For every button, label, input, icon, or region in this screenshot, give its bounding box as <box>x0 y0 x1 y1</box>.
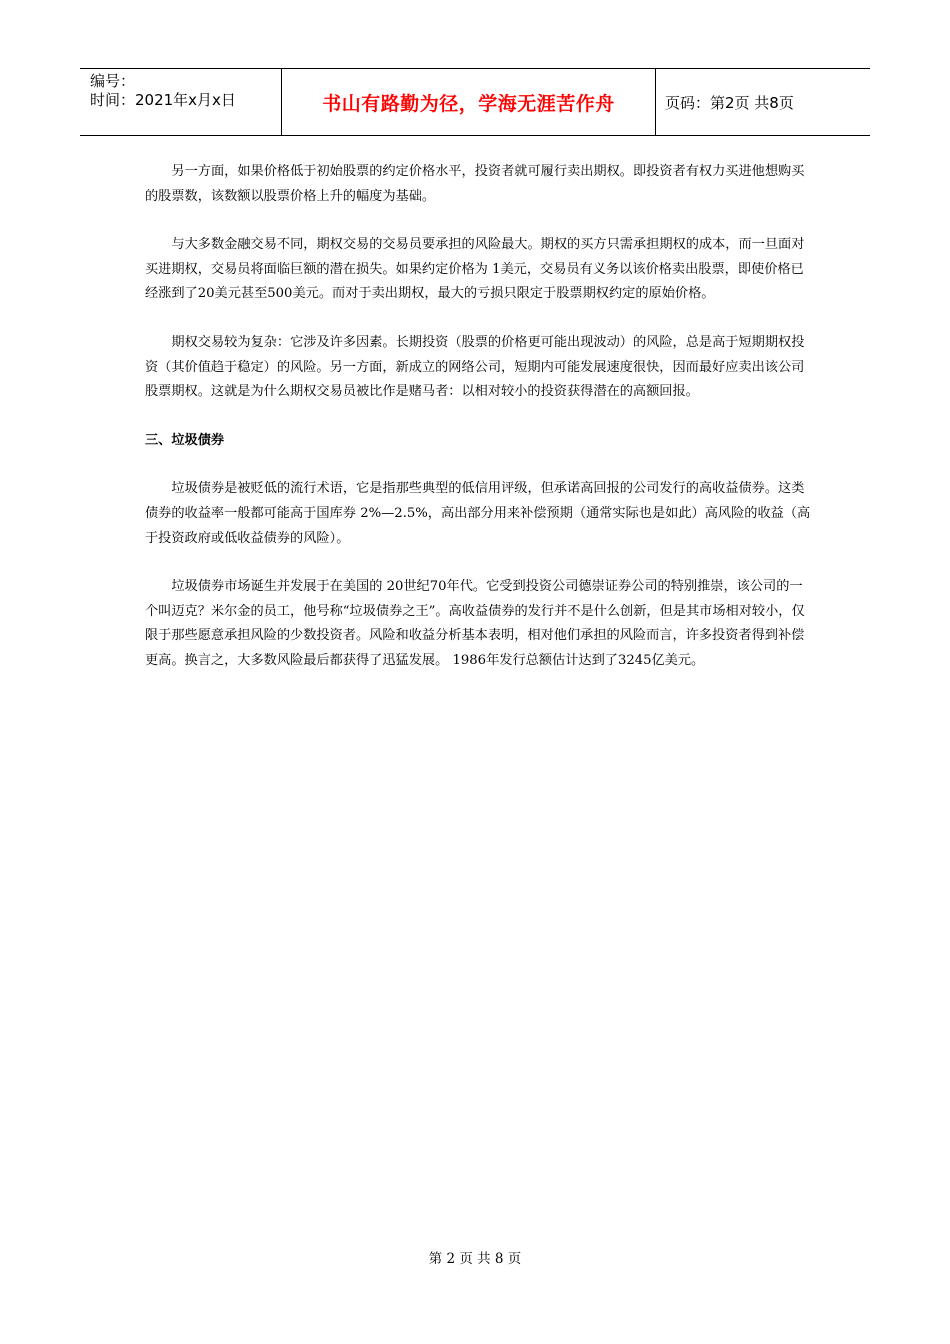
document-header <box>80 68 870 136</box>
section-heading: 三、垃圾债券 <box>145 432 225 448</box>
header-page-code: 页码：第2页 共8页 <box>665 93 794 112</box>
body-paragraph: 与大多数金融交易不同，期权交易的交易员要承担的风险最大。期权的买方只需承担期权的成本，而一旦面对买进期权，交易员将面临巨额的潜在损失。如果约定价格为 1美元，交易员有义务以该价格卖出股票，即使价格已经涨到了20美元甚至500美元。而对于卖出期权，最大的亏损只限定于股票期权约定的原始价格。 <box>145 237 805 302</box>
document-number-label: 编号： <box>90 72 136 90</box>
document-body <box>145 160 811 698</box>
header-meta <box>90 72 236 110</box>
document-time-label: 时间：2021年x月x日 <box>90 91 236 109</box>
body-paragraph: 另一方面，如果价格低于初始股票的约定价格水平，投资者就可履行卖出期权。即投资者有权力买进他想购买的股票数，该数额以股票价格上升的幅度为基础。 <box>145 164 805 204</box>
body-paragraph: 期权交易较为复杂：它涉及许多因素。长期投资（股票的价格更可能出现波动）的风险，总是高于短期期权投资（其价值趋于稳定）的风险。另一方面，新成立的网络公司，短期内可能发展速度很快，因而最好应卖出该公司股票期权。这就是为什么期权交易员被比作是赌马者：以相对较小的投资获得潜在的高额回报。 <box>145 334 805 400</box>
body-paragraph: 垃圾债券是被贬低的流行术语，它是指那些典型的低信用评级，但承诺高回报的公司发行的高收益债券。这类债券的收益率一般都可能高于国库券 2%—2.5%，高出部分用来补偿预期（通常实际也是如此）高风险的收益（高于投资政府或低收益债券的风险）。 <box>145 481 811 546</box>
body-paragraph: 垃圾债券市场诞生并发展于在美国的 20世纪70年代。它受到投资公司德崇证券公司的特别推崇，该公司的一个叫迈克？米尔金的员工，他号称“垃圾债券之王”。高收益债券的发行并不是什么创新，但是其市场相对较小，仅限于那些愿意承担风险的少数投资者。风险和收益分析基本表明，相对他们承担的风险而言，许多投资者得到补偿更高。换言之，大多数风险最后都获得了迅猛发展。 1986年发行总额估计达到了3245亿美元。 <box>145 579 805 668</box>
header-motto: 书山有路勤为径，学海无涯苦作舟 <box>322 92 615 115</box>
header-divider <box>655 69 656 135</box>
page-footer: 第 2 页 共 8 页 <box>428 1251 522 1267</box>
